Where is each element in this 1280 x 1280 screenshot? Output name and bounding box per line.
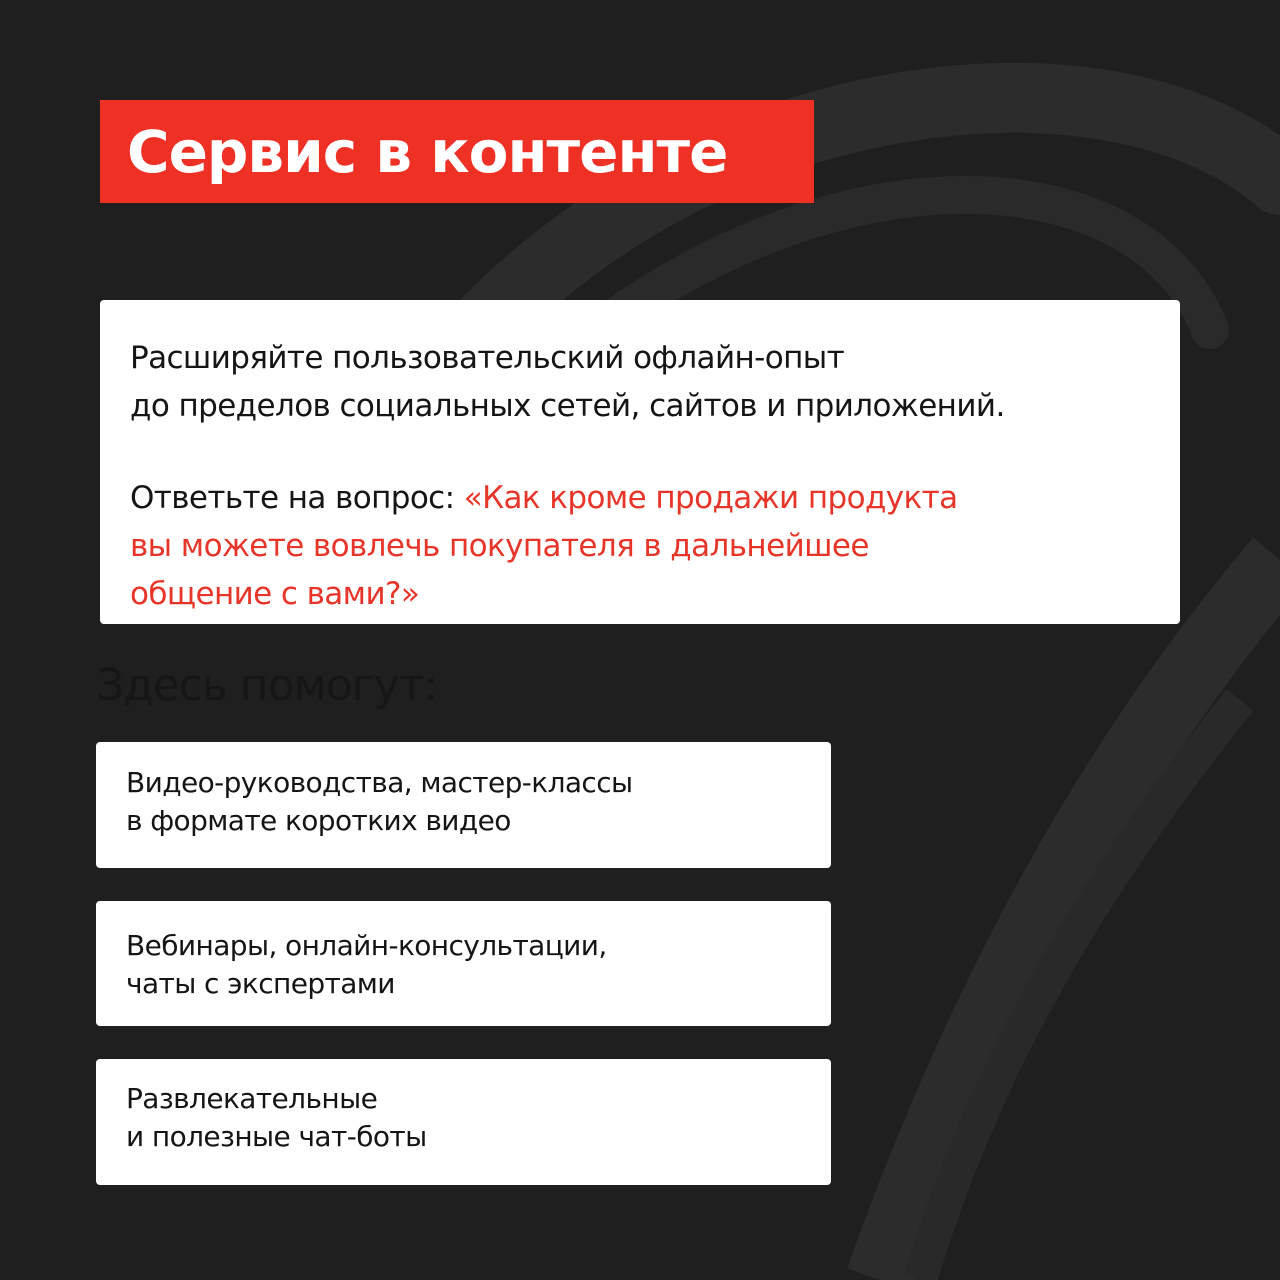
section-title: Здесь помогут: bbox=[96, 660, 438, 711]
list-item-line-1: Развлекательные bbox=[126, 1082, 378, 1115]
list-item-line-2: чаты с экспертами bbox=[126, 967, 395, 1000]
list-item-line-1: Вебинары, онлайн-консультации, bbox=[126, 929, 607, 962]
page-title: Сервис в контенте bbox=[127, 117, 728, 186]
list-item-line-2: в формате коротких видео bbox=[126, 804, 511, 837]
question-line-2: вы можете вовлечь покупателя в дальнейшее bbox=[130, 528, 869, 564]
list-item bbox=[96, 742, 831, 868]
intro-text bbox=[130, 334, 1150, 430]
question-line-3: общение с вами?» bbox=[130, 576, 420, 612]
title-badge bbox=[100, 100, 814, 203]
intro-line-1: Расширяйте пользовательский офлайн-опыт bbox=[130, 340, 845, 376]
list-item-line-2: и полезные чат-боты bbox=[126, 1120, 427, 1153]
list-item-line-1: Видео-руководства, мастер-классы bbox=[126, 766, 633, 799]
intro-line-2: до пределов социальных сетей, сайтов и приложений. bbox=[130, 388, 1005, 424]
list-item bbox=[96, 1059, 831, 1185]
question-line-1: «Как кроме продажи продукта bbox=[463, 480, 958, 516]
question-text bbox=[130, 474, 1150, 618]
list-item bbox=[96, 901, 831, 1026]
intro-card bbox=[100, 300, 1180, 624]
question-prefix: Ответьте на вопрос: bbox=[130, 480, 464, 516]
